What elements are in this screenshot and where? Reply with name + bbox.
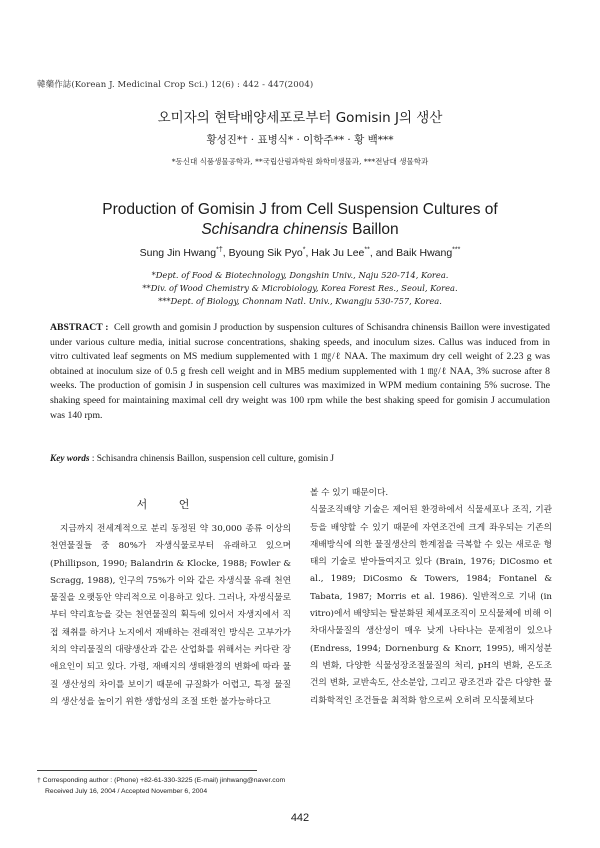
english-title-line2-rest: Baillon xyxy=(347,221,399,238)
english-title-line1: Production of Gomisin J from Cell Suspension Cultures of xyxy=(102,201,498,218)
affiliation-line: ***Dept. of Biology, Chonnam Natl. Univ., Kwangju 530-757, Korea. xyxy=(158,296,442,306)
english-title xyxy=(0,200,600,240)
keywords-label: Key words xyxy=(50,454,90,464)
section-heading: 서 언 xyxy=(136,498,204,511)
footnote-divider xyxy=(37,770,257,771)
affiliation-line: **Div. of Wood Chemistry & Microbiology, Korea Forest Res., Seoul, Korea. xyxy=(142,283,458,293)
english-authors: Sung Jin Hwang*†, Byoung Sik Pyo*, Hak Ju Lee**, and Baik Hwang*** xyxy=(139,246,461,259)
author-name: Sung Jin Hwang xyxy=(139,247,217,259)
footnote-line: † Corresponding author : (Phone) +82-61-330-3225 (E-mail) jinhwang@naver.com xyxy=(37,777,286,784)
body-column-right: 볼 수 있기 때문이다. 식물조직배양 기술은 제어된 환경하에서 식물세포나 조직, 기관등을 배양할 수 있기 때문에 자연조건에 크게 좌우되는 기존의 재배방식에 의한 물질생산의 한계점을 극복할 수 있는 새로운 형태의 기술로 받아들여지고 있다 (Brain, 1976; DiCosmo et al., 1989; DiCosmo & Towers, 1984; Fontanel & Tabata, 1987; Morris et al. 1986). 일반적으로 기내 (in vitro)에서 배양되는 탈분화된 체세포조직이 모식물체에 비해 이차대사물질의 생산성이 매우 낮게 나타나는 문제점이 있으나 (Endress, 1994; Dornenburg & Knorr, 1995), 배지성분의 변화, 다양한 식물성장조절물질의 처리, pH의 변화, 온도조건의 변화, 교반속도, 산소분압, 그리고 광조건과 같은 다양한 물리화학적인 조건들을 최적화 함으로써 오히려 모식물체보다 xyxy=(310,488,552,706)
korean-title: 오미자의 현탁배양세포로부터 Gomisin J의 생산 xyxy=(157,110,443,126)
species-name: Schisandra chinensis xyxy=(201,221,348,238)
author-mark: ** xyxy=(364,246,370,254)
korean-affiliations: *동신대 식품생물공학과, **국립산림과학원 화학미생물과, ***전남대 생물학과 xyxy=(171,157,429,166)
body-column-left: 지금까지 전세계적으로 분리 동정된 약 30,000 종류 이상의 천연물질들 중 80%가 자생식물로부터 유래하고 있으며 (Phillipson, 1990; Balandrin & Klocke, 1988; Fowler & Scragg, 1988), 인구의 75%가 이와 같은 자생식물 유래 천연물질을 오랫동안 약리적으로 이용하고 있다. 그러나, 자생식물로부터 약리효능을 갖는 천연물질의 획득에 있어서 자생지에서 직접 채취를 하거나 노지에서 재배하는 전래적인 방식은 고부가가치의 약리물질의 대량생산과 같은 산업화를 위해서는 커다란 장애요인이 되고 있다. 가령, 재배지의 생태환경의 변화에 따라 물질 생산성의 차이를 보이기 때문에 규질화가 어렵고, 특정 물질의 생산성을 높이기 위한 생합성의 조절 또한 불가능하다고 xyxy=(50,524,291,707)
author-name: Baik Hwang xyxy=(396,247,453,259)
page-number: 442 xyxy=(290,812,310,824)
abstract-label: ABSTRACT : xyxy=(50,322,109,333)
abstract-text: Cell growth and gomisin J production by suspension cultures of Schisandra chinensis Baillon were investigated under various culture media, initial sucrose concentrations, shaking speeds, and inoculum sizes. Callus was induced from in vitro cultivated leaf segments on MS medium supplemented with 1 ㎎/ℓ NAA. The maximum dry cell weight of 2.23 g was obtained at inoculum size of 0.5 g fresh cell weight and in MB5 medium supplemented with 1 ㎎/ℓ NAA, 3% sucrose after 8 weeks. The production of gomisin J in suspension cell cultures was maximized in WPM medium containing 5% sucrose. The shaking speed for maintaining maximal cell dry weight was 100 rpm while the best shaking speed for gomisin J accumulation was 140 rpm. xyxy=(50,322,551,421)
english-title-line2 xyxy=(0,220,600,240)
journal-citation: 韓藥作誌(Korean J. Medicinal Crop Sci.) 12(6) : 442 - 447(2004) xyxy=(37,80,314,90)
abstract xyxy=(50,321,550,423)
keywords xyxy=(50,454,550,464)
footnote-line: Received July 16, 2004 / Accepted November 6, 2004 xyxy=(45,788,208,795)
author-mark: * xyxy=(302,246,306,254)
author-name: Hak Ju Lee xyxy=(311,247,365,259)
affiliation-line: *Dept. of Food & Biotechnology, Dongshin Univ., Naju 520-714, Korea. xyxy=(151,270,449,280)
author-name: Byoung Sik Pyo xyxy=(228,247,303,259)
korean-authors: 황성진*† · 표병식* · 이학주** · 황 백*** xyxy=(206,134,394,146)
english-affiliations xyxy=(0,269,600,308)
footnote xyxy=(37,775,577,797)
author-mark: *† xyxy=(216,246,223,254)
author-mark: *** xyxy=(452,246,461,254)
keywords-text: : Schisandra chinensis Baillon, suspension cell culture, gomisin J xyxy=(89,454,335,464)
